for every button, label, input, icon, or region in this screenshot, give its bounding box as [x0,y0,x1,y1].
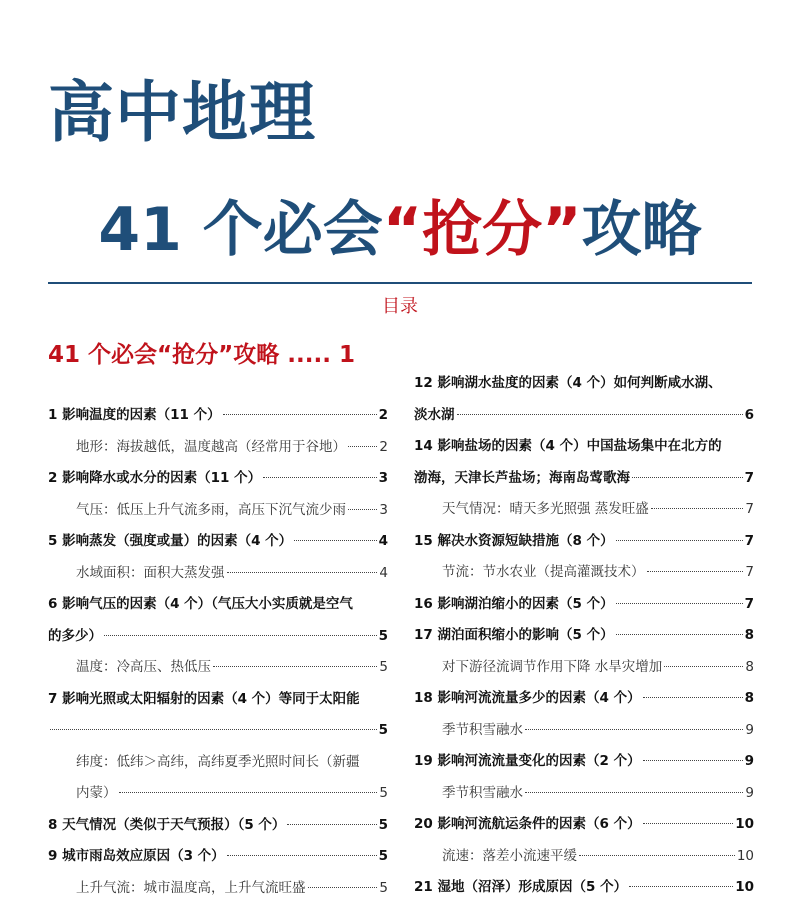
toc-entry-text: 温度：冷高压、热低压 [76,659,211,675]
toc-leader-dots [308,887,378,888]
toc-page-number: 8 [744,627,754,643]
toc-entry-text: 20 影响河流航运条件的因素（6 个） [414,816,641,832]
toc-entry-text: 5 影响蒸发（强度或量）的因素（4 个） [48,533,293,549]
toc-page-number: 9 [744,753,754,769]
toc-leader-dots [287,824,376,825]
toc-entry[interactable] [414,683,754,715]
toc-leader-dots [616,603,743,604]
toc-entry-text: 季节积雪融水 [442,784,523,801]
toc-entry-text: 17 湖泊面积缩小的影响（5 个） [414,627,614,643]
toc-entry[interactable] [414,526,754,558]
toc-entry-text: 内蒙） [76,785,117,801]
toc-entry[interactable] [414,809,754,841]
toc-entry-text: 气压：低压上升气流多雨，高压下沉气流少雨 [76,501,346,518]
toc-entry-text: 水域面积：面积大蒸发强 [76,564,225,581]
toc-leader-dots [348,446,377,447]
toc-leader-dots [643,823,734,824]
toc-entry-text: 9 城市雨岛效应原因（3 个） [48,848,225,864]
toc-entry-text: 2 影响降水或水分的因素（11 个） [48,470,262,486]
toc-leader-dots [616,634,743,635]
toc-entry[interactable] [414,431,754,494]
toc-entry-text: 渤海，天津长芦盐场；海南岛莺歌海 [414,469,630,486]
document-title: 高中地理 [48,74,316,151]
toc-entry[interactable] [414,715,754,747]
toc-page-number: 5 [379,659,388,675]
toc-page-number: 7 [744,469,754,486]
toc-entry-text: 1 影响温度的因素（11 个） [48,407,221,423]
toc-leader-dots [664,666,743,667]
toc-entry[interactable] [48,495,388,527]
toc-leader-dots [119,792,378,793]
toc-page-number: 5 [378,848,388,864]
toc-entry[interactable] [48,684,388,747]
document-subtitle [0,195,800,265]
toc-entry[interactable] [48,432,388,464]
toc-leader-dots [632,477,743,478]
toc-page-number: 7 [744,532,754,549]
toc-leader-dots [348,509,377,510]
subtitle-part-b: 攻略 [581,195,702,265]
toc-entry[interactable] [48,400,388,432]
subtitle-part-a: 41 个必会 [98,195,383,265]
toc-page-number: 7 [745,564,754,580]
toc-entry[interactable] [414,841,754,873]
toc-leader-dots [647,571,744,572]
toc-leader-dots [104,635,377,636]
toc-main-entry[interactable]: 41 个必会“抢分”攻略 ..... 1 [48,342,355,368]
toc-entry-text: 15 解决水资源短缺措施（8 个） [414,532,614,549]
toc-left-column [48,400,388,904]
toc-page-number: 7 [744,595,754,612]
toc-leader-dots [651,508,744,509]
toc-entry-text: 21 湿地（沼泽）形成原因（5 个） [414,879,628,895]
toc-entry[interactable] [48,652,388,684]
toc-leader-dots [643,697,743,698]
toc-leader-dots [616,540,743,541]
toc-entry-text: 19 影响河流流量变化的因素（2 个） [414,753,641,769]
toc-entry-text: 淡水湖 [414,406,455,423]
toc-page-number: 5 [378,816,388,833]
toc-heading: 目录 [382,296,418,317]
toc-entry-text: 16 影响湖泊缩小的因素（5 个） [414,595,614,612]
toc-entry-text: 上升气流：城市温度高，上升气流旺盛 [76,879,306,896]
toc-entry[interactable] [48,463,388,495]
toc-entry-text-line1: 12 影响湖水盐度的因素（4 个）如何判断咸水湖、 [414,375,722,391]
toc-entry[interactable] [414,652,754,684]
title-divider [48,282,752,284]
toc-page-number: 5 [378,627,388,644]
toc-leader-dots [50,729,377,730]
toc-entry[interactable] [414,746,754,778]
subtitle-quoted: “抢分” [382,195,582,265]
toc-page-number: 10 [735,879,754,895]
toc-entry[interactable] [48,810,388,842]
toc-page-number: 2 [378,407,388,423]
toc-entry-text: 18 影响河流流量多少的因素（4 个） [414,690,641,706]
toc-entry[interactable] [414,620,754,652]
toc-leader-dots [457,414,743,415]
toc-entry-text: 对下游径流调节作用下降 水旱灾增加 [442,658,663,675]
toc-entry-text-line1: 14 影响盐场的因素（4 个）中国盐场集中在北方的 [414,438,722,454]
toc-leader-dots [629,886,733,887]
toc-page-number: 4 [379,564,388,581]
toc-page-number: 5 [378,722,388,738]
toc-entry[interactable] [48,589,388,652]
toc-entry-text: 8 天气情况（类似于天气预报）（5 个） [48,816,286,833]
toc-leader-dots [227,855,377,856]
toc-page-number: 5 [379,879,388,896]
toc-entry[interactable] [48,873,388,904]
toc-leader-dots [213,666,377,667]
toc-entry[interactable] [414,557,754,589]
toc-entry[interactable] [414,872,754,904]
toc-page-number: 2 [379,438,388,455]
toc-entry[interactable] [414,778,754,810]
toc-leader-dots [223,414,377,415]
toc-right-column [414,368,754,904]
toc-page-number: 4 [378,533,388,549]
toc-entry[interactable] [414,368,754,431]
toc-entry[interactable] [414,494,754,526]
toc-leader-dots [525,792,743,793]
toc-page-number: 10 [736,847,754,864]
toc-page-number: 10 [735,816,754,832]
toc-leader-dots [525,729,743,730]
toc-entry[interactable] [48,747,388,810]
toc-page-number: 9 [745,784,754,801]
toc-page-number: 3 [379,501,388,518]
toc-page-number: 3 [378,470,388,486]
toc-entry[interactable] [48,558,388,590]
toc-leader-dots [579,855,735,856]
toc-entry-text-line1: 7 影响光照或太阳辐射的因素（4 个）等同于太阳能 [48,690,360,707]
toc-entry[interactable] [48,526,388,558]
toc-page-number: 5 [379,785,388,801]
toc-page-number: 8 [745,658,754,675]
toc-leader-dots [227,572,378,573]
toc-entry-text: 节流：节水农业（提高灌溉技术） [442,564,645,580]
toc-entry-text-line1: 纬度：低纬＞高纬，高纬夏季光照时间长（新疆 [76,753,360,770]
toc-entry-text: 流速：落差小流速平缓 [442,847,577,864]
toc-leader-dots [294,540,376,541]
toc-page-number: 8 [744,690,754,706]
toc-entry-text: 季节积雪融水 [442,721,523,738]
toc-entry-text: 地形：海拔越低，温度越高（经常用于谷地） [76,438,346,455]
toc-page-number: 7 [745,501,754,517]
toc-entry-text: 的多少） [48,627,102,644]
toc-entry[interactable] [414,589,754,621]
toc-page-number: 9 [745,721,754,738]
toc-leader-dots [263,477,377,478]
toc-entry-text: 天气情况：晴天多光照强 蒸发旺盛 [442,501,649,517]
toc-entry-text-line1: 6 影响气压的因素（4 个）（气压大小实质就是空气 [48,596,353,612]
toc-leader-dots [643,760,743,761]
toc-page-number: 6 [744,406,754,423]
toc-entry[interactable] [48,841,388,873]
